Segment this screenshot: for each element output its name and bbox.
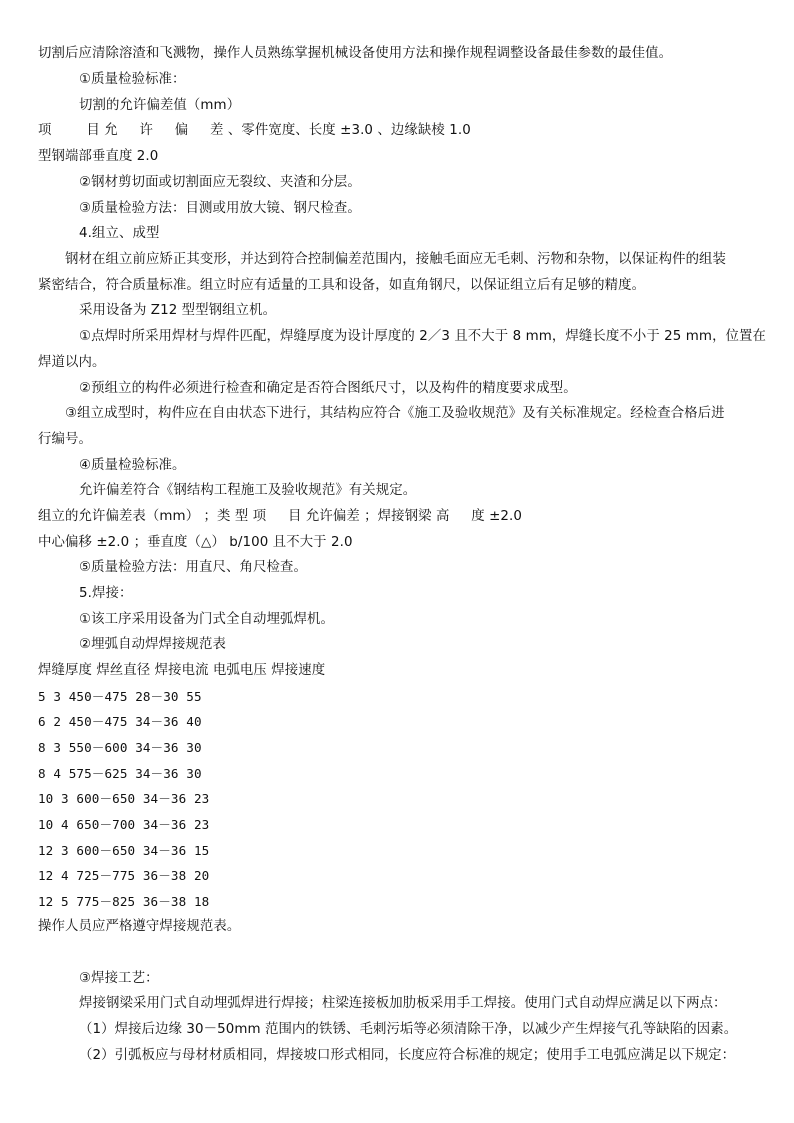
text-line: 切割的允许偏差值（mm） xyxy=(79,98,241,113)
table-row: 10 4 650－700 34－36 23 xyxy=(38,817,210,832)
text-line: 组立的允许偏差表（mm） ；类 型 项 目 允许偏差 ；焊接钢梁 高 度 ±2.0 xyxy=(38,509,523,524)
table-row: 8 4 575－625 34－36 30 xyxy=(38,766,202,781)
text-line: 紧密结合，符合质量标准。组立时应有适量的工具和设备，如直角钢尺，以保证组立后有足够的精度。 xyxy=(38,278,646,293)
text-line: 焊道以内。 xyxy=(38,355,106,370)
table-row: 12 5 775－825 36－38 18 xyxy=(38,894,210,909)
text-line: 中心偏移 ±2.0 ；垂直度（△） b/100 且不大于 2.0 xyxy=(38,535,353,550)
text-line: （1）焊接后边缘 30－50mm 范围内的铁锈、毛刺污垢等必须清除干净，以减少产生焊接气孔等缺陷的因素。 xyxy=(79,1022,738,1037)
table-row: 8 3 550－600 34－36 30 xyxy=(38,740,202,755)
text-line: ③组立成型时，构件应在自由状态下进行，其结构应符合《施工及验收规范》及有关标准规定。经检查合格后进 xyxy=(65,406,725,421)
text-line: ①质量检验标准： xyxy=(79,72,186,87)
text-line: ①点焊时所采用焊材与焊件匹配，焊缝厚度为设计厚度的 2／3 且不大于 8 mm，焊缝长度不小于 25 mm，位置在 xyxy=(79,329,767,344)
text-line: 切割后应清除溶渣和飞溅物，操作人员熟练掌握机械设备使用方法和操作规程调整设备最佳参数的最佳值。 xyxy=(38,46,673,61)
section-heading: 5.焊接： xyxy=(79,586,133,601)
text-line: 钢材在组立前应矫正其变形，并达到符合控制偏差范围内，接触毛面应无毛刺、污物和杂物，以保证构件的组装 xyxy=(65,252,727,267)
text-line: （2）引弧板应与母材材质相同，焊接坡口形式相同，长度应符合标准的规定；使用手工电弧应满足以下规定： xyxy=(79,1048,736,1063)
table-header: 焊缝厚度 焊丝直径 焊接电流 电弧电压 焊接速度 xyxy=(38,663,326,678)
table-row: 10 3 600－650 34－36 23 xyxy=(38,791,210,806)
text-line: 项 目 允 许 偏 差 、零件宽度、长度 ±3.0 、边缘缺棱 1.0 xyxy=(38,123,471,138)
table-row: 5 3 450－475 28－30 55 xyxy=(38,689,202,704)
table-row: 12 3 600－650 34－36 15 xyxy=(38,843,210,858)
text-line: ②埋弧自动焊焊接规范表 xyxy=(79,637,227,652)
text-line: 焊接钢梁采用门式自动埋弧焊进行焊接；柱梁连接板加肋板采用手工焊接。使用门式自动焊应满足以下两点： xyxy=(79,996,727,1011)
text-line: ①该工序采用设备为门式全自动埋弧焊机。 xyxy=(79,612,334,627)
text-line: ⑤质量检验方法：用直尺、角尺检查。 xyxy=(79,560,307,575)
table-row: 6 2 450－475 34－36 40 xyxy=(38,714,202,729)
text-line: ③焊接工艺： xyxy=(79,971,159,986)
text-line: 型钢端部垂直度 2.0 xyxy=(38,149,159,164)
text-line: 操作人员应严格遵守焊接规范表。 xyxy=(38,919,241,934)
text-line: 允许偏差符合《钢结构工程施工及验收规范》有关规定。 xyxy=(79,483,417,498)
text-line: 行编号。 xyxy=(38,432,92,447)
text-line: ②预组立的构件必须进行检查和确定是否符合图纸尺寸，以及构件的精度要求成型。 xyxy=(79,381,577,396)
text-line: 采用设备为 Z12 型型钢组立机。 xyxy=(79,303,277,318)
text-line: ④质量检验标准。 xyxy=(79,458,186,473)
text-line: ③质量检验方法：目测或用放大镜、钢尺检查。 xyxy=(79,201,361,216)
table-row: 12 4 725－775 36－38 20 xyxy=(38,868,210,883)
text-line: ②钢材剪切面或切割面应无裂纹、夹渣和分层。 xyxy=(79,175,361,190)
section-heading: 4.组立、成型 xyxy=(79,226,160,241)
